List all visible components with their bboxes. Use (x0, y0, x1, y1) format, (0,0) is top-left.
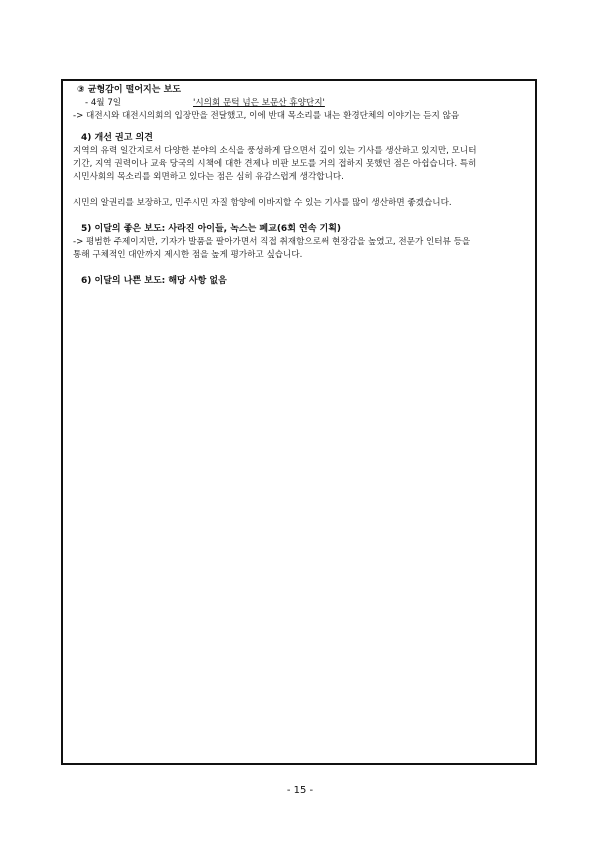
page-number: - 15 - (286, 785, 314, 796)
article-title: '시의회 문턱 넘은 보문산 휴양단지' (193, 98, 325, 108)
section-3-heading: ③ 균형감이 떨어지는 보도 (77, 85, 181, 95)
section-5-comment-line: 통해 구체적인 대안까지 제시한 점을 높게 평가하고 싶습니다. (73, 250, 303, 260)
section-3 (73, 84, 533, 123)
section-6-heading: 6) 이달의 나쁜 보도: 해당 사항 없음 (81, 276, 227, 286)
section-4-paragraph-2: 시민의 알권리를 보장하고, 민주시민 자질 함양에 이바지할 수 있는 기사를 많이 생산하면 좋겠습니다. (73, 198, 452, 208)
section-4-paragraph-1 (73, 145, 533, 184)
section-4 (73, 132, 533, 210)
section-3-comment: -> 대전시와 대전시의회의 입장만을 전달했고, 이에 반대 목소리를 내는 환경단체의 이야기는 듣지 않음 (73, 111, 460, 121)
document-body (73, 84, 533, 288)
section-4-heading: 4) 개선 권고 의견 (81, 133, 153, 143)
section-5-heading: 5) 이달의 좋은 보도: 사라진 아이들, 녹스는 폐교(6회 연속 기획) (81, 224, 342, 234)
section-5-comment-line: -> 평범한 주제이지만, 기자가 발품을 팔아가면서 직접 취재함으로써 현장감을 높였고, 전문가 인터뷰 등을 (73, 237, 471, 247)
paragraph-line: 지역의 유력 일간지로서 다양한 분야의 소식을 풍성하게 담으면서 깊이 있는 기사를 생산하고 있지만, 모니터 (73, 146, 477, 156)
article-date-line (85, 97, 533, 110)
section-5 (73, 223, 533, 262)
paragraph-line: 기간, 지역 권력이나 교육 당국의 시책에 대한 견제나 비판 보도를 거의 접하지 못했던 점은 아쉽습니다. 특히 (73, 159, 477, 169)
paragraph-line: 시민사회의 목소리를 외면하고 있다는 점은 심히 유감스럽게 생각합니다. (73, 172, 344, 182)
article-date: - 4월 7일 (85, 98, 122, 108)
section-6 (73, 275, 533, 288)
